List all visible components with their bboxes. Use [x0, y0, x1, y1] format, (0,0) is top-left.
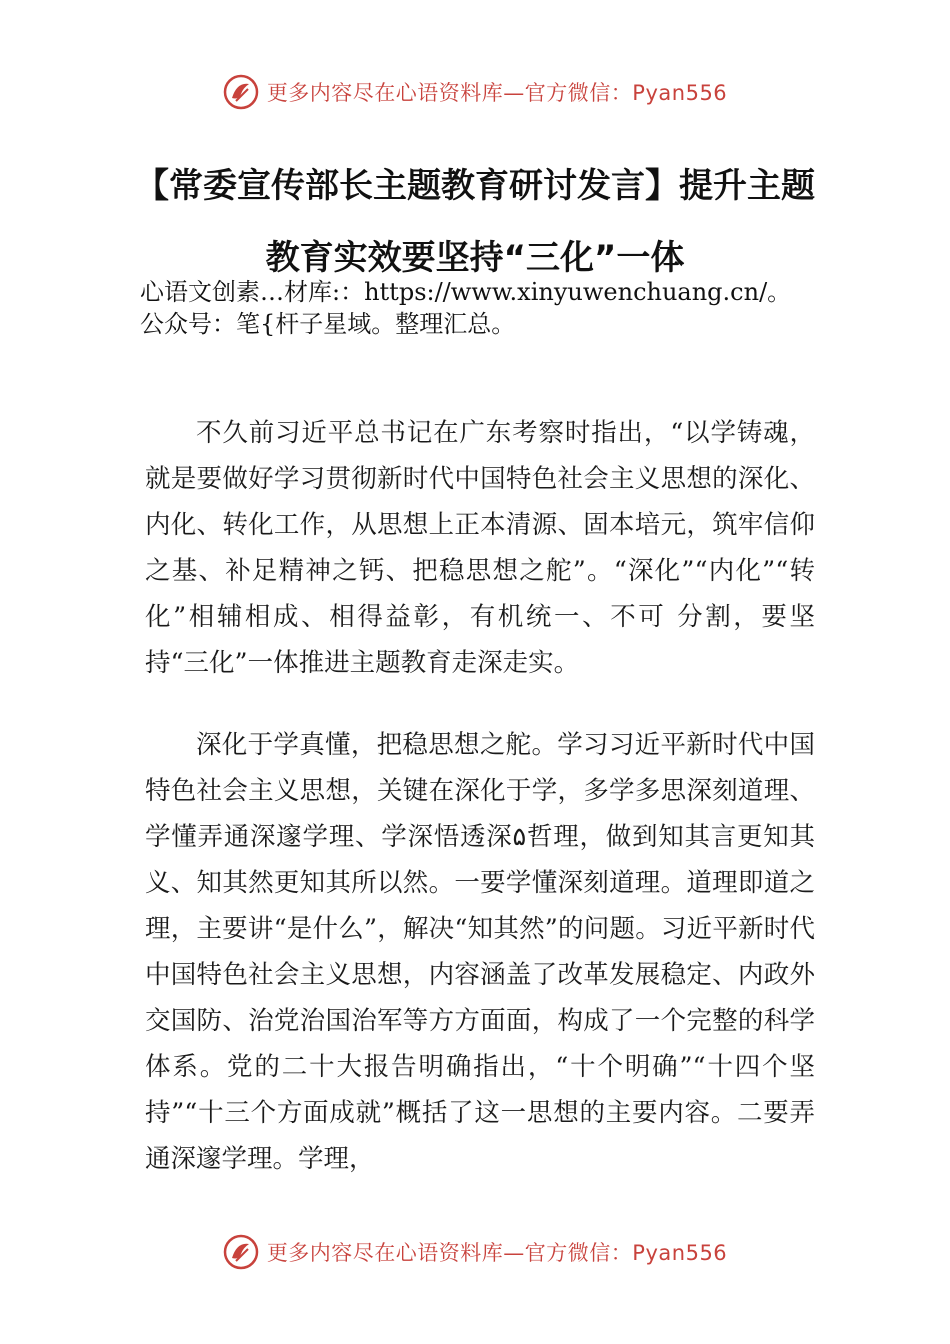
source-note — [140, 276, 840, 340]
paragraph-2-block — [145, 722, 815, 1182]
footer-banner — [0, 1230, 950, 1274]
paragraph: 不久前习近平总书记在广东考察时指出，“以学铸魂，就是要做好学习贯彻新时代中国特色社会主义思想的深化、内化、转化工作，从思想上正本清源、固本培元，筑牢信仰之基、补足精神之钙、把稳思想之舵”。“深化”“内化”“转化”相辅相成、相得益彰，有机统一、不可 分割，要坚持“三化”一体推进主题教育走深走实。 — [145, 418, 815, 678]
logo-icon — [223, 74, 259, 110]
source-line-2: 公众号：笔{杆子星域。整理汇总。 — [140, 310, 516, 338]
paragraph-1-block — [145, 410, 815, 686]
logo-icon — [223, 1234, 259, 1270]
banner-text: 更多内容尽在心语资料库—官方微信：Pyan556 — [266, 81, 728, 105]
banner-text: 更多内容尽在心语资料库—官方微信：Pyan556 — [266, 1241, 728, 1265]
header-banner — [0, 70, 950, 114]
paragraph: 深化于学真懂，把稳思想之舵。学习习近平新时代中国特色社会主义思想，关键在深化于学，多学多思深刻道理、学懂弄通深邃学理、学深悟透深۵哲理，做到知其言更知其义、知其然更知其所以然。一要学懂深刻道理。道理即道之理，主要讲“是什么”，解决“知其然”的问题。习近平新时代中国特色社会主义思想，内容涵盖了改革发展稳定、内政外交国防、治党治国治军等方方面面，构成了一个完整的科学体系。党的二十大报告明确指出，“十个明确”“十四个坚持”“十三个方面成就”概括了这一思想的主要内容。二要弄通深邃学理。学理， — [145, 730, 815, 1174]
source-line-1: 心语文创素…材库:：https://www.xinyuwenchuang.cn/。 — [140, 278, 792, 306]
document-title: 【常委宣传部长主题教育研讨发言】提升主题教育实效要坚持“三化”一体 — [135, 166, 815, 278]
